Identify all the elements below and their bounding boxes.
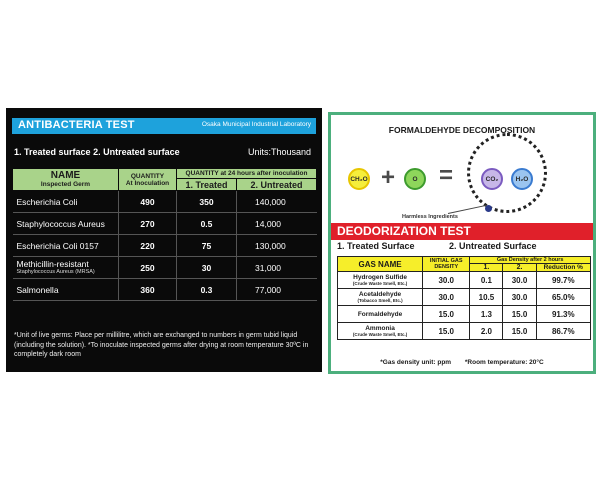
header-untreated: 2. Untreated — [237, 179, 317, 191]
plus-sign: + — [381, 164, 396, 191]
antibacteria-table — [12, 168, 317, 301]
untreated-value: 77,000 — [237, 279, 317, 301]
laboratory-name: Osaka Municipal Industrial Laboratory — [201, 121, 311, 128]
legend-treated: 1. Treated surface — [14, 147, 91, 157]
legend-untreated: 2. Untreated surface — [93, 147, 180, 157]
products-dotted-circle — [467, 133, 547, 213]
germ-name: Methicillin-resistant — [16, 259, 89, 269]
gas-name: Acetaldehyde — [358, 291, 402, 298]
treated-value: 75 — [177, 235, 237, 257]
table-row — [338, 289, 591, 306]
formaldehyde-title: FORMALDEHYDE DECOMPOSITION — [388, 125, 536, 135]
header-after-2-hours: Gas Density after 2 hours — [470, 257, 591, 264]
pointer-dot-icon — [485, 205, 492, 212]
table-row — [13, 279, 317, 301]
initial-value: 15.0 — [423, 323, 470, 340]
initial-value: 30.0 — [423, 289, 470, 306]
gas-name: Formaldehyde — [338, 306, 423, 323]
inoculation-value: 220 — [119, 235, 177, 257]
header-gas-name: GAS NAME — [338, 257, 423, 272]
header-quantity — [119, 169, 177, 191]
deodorization-title: DEODORIZATION TEST — [337, 224, 471, 238]
treated-value: 30 — [177, 257, 237, 279]
table-row — [338, 323, 591, 340]
treated-value: 0.3 — [177, 279, 237, 301]
water-molecule-icon: H₂O — [511, 168, 533, 190]
reduction-value: 91.3% — [536, 306, 590, 323]
antibacteria-title: ANTIBACTERIA TEST — [18, 119, 135, 131]
header-col-1: 1. — [470, 264, 503, 272]
untreated-value: 130,000 — [237, 235, 317, 257]
deodorization-legend — [337, 241, 593, 251]
treated-value: 10.5 — [470, 289, 503, 306]
initial-value: 30.0 — [423, 272, 470, 289]
deodorization-panel — [328, 112, 596, 374]
untreated-value: 15.0 — [503, 306, 536, 323]
deodorization-footnote — [331, 359, 593, 366]
germ-name: Escherichia Coli — [13, 191, 119, 213]
room-temperature-note: *Room temperature: 20°C — [464, 359, 544, 366]
inoculation-value: 490 — [119, 191, 177, 213]
gas-subname: (Crude Waste Smell, Etc.) — [352, 281, 408, 286]
treated-value: 0.1 — [470, 272, 503, 289]
gas-name-cell — [338, 289, 423, 306]
untreated-value: 30.0 — [503, 272, 536, 289]
untreated-value: 31,000 — [237, 257, 317, 279]
untreated-value: 140,000 — [237, 191, 317, 213]
harmless-ingredients-label: Harmless Ingredients — [402, 214, 458, 220]
antibacteria-footnote: *Unit of live germs: Place per millilitre, which are exchanged to numbers in germ tubid liquid (including the solution). *To inoculate inspected germs after drying at room temperature 30ºC in completely dark room — [14, 332, 309, 358]
inoculation-value: 360 — [119, 279, 177, 301]
header-after-inoculation: QUANTITY at 24 hours after inoculation — [177, 169, 317, 179]
table-row — [338, 306, 591, 323]
gas-unit-note: *Gas density unit: ppm — [380, 359, 452, 366]
gas-name: Ammonia — [365, 325, 395, 332]
reduction-value: 99.7% — [536, 272, 590, 289]
inoculation-value: 270 — [119, 213, 177, 235]
header-treated: 1. Treated — [177, 179, 237, 191]
antibacteria-legend — [14, 147, 314, 157]
equals-sign: = — [439, 162, 454, 189]
header-quantity-sub: At Inoculation — [125, 179, 170, 187]
table-row — [13, 257, 317, 279]
reduction-value: 86.7% — [536, 323, 590, 340]
co2-molecule-icon: CO₂ — [481, 168, 503, 190]
header-initial-density: INITIAL GAS DENSITY — [423, 257, 470, 272]
deodorization-header-bar — [331, 223, 593, 240]
treated-value: 0.5 — [177, 213, 237, 235]
header-reduction: Reduction % — [536, 264, 590, 272]
legend-untreated: 2. Untreated Surface — [449, 241, 537, 251]
gas-name-cell — [338, 272, 423, 289]
gas-subname: (Crude Waste Smell, Etc.) — [352, 332, 408, 337]
germ-name: Salmonella — [13, 279, 119, 301]
inoculation-value: 250 — [119, 257, 177, 279]
deodorization-table — [337, 256, 591, 340]
oxygen-molecule-icon: O — [404, 168, 426, 190]
germ-name-cell — [13, 257, 119, 279]
germ-name: Escherichia Coli 0157 — [13, 235, 119, 257]
table-row — [13, 191, 317, 213]
formaldehyde-molecule-icon: CH₂O — [348, 168, 370, 190]
reduction-value: 65.0% — [536, 289, 590, 306]
table-row — [338, 272, 591, 289]
harmless-pointer-line — [448, 205, 487, 214]
legend-units: Units:Thousand — [247, 147, 311, 157]
untreated-value: 14,000 — [237, 213, 317, 235]
initial-value: 15.0 — [423, 306, 470, 323]
treated-value: 2.0 — [470, 323, 503, 340]
header-name-label: NAME — [50, 170, 81, 181]
header-name — [13, 169, 119, 191]
table-row — [13, 235, 317, 257]
gas-subname: (Tobacco Smell, Etc.) — [357, 298, 403, 303]
legend-treated: 1. Treated Surface — [337, 241, 415, 251]
gas-name-cell — [338, 323, 423, 340]
untreated-value: 15.0 — [503, 323, 536, 340]
antibacteria-panel — [6, 108, 322, 372]
treated-value: 1.3 — [470, 306, 503, 323]
untreated-value: 30.0 — [503, 289, 536, 306]
gas-name: Hydrogen Sulfide — [353, 274, 407, 281]
germ-name: Staphylococcus Aureus — [13, 213, 119, 235]
header-col-2: 2. — [503, 264, 536, 272]
header-quantity-label: QUANTITY — [130, 172, 165, 180]
germ-subname: Staphylococcus Aureus (MRSA) — [16, 269, 95, 275]
header-name-sub: Inspected Germ — [40, 181, 91, 188]
table-row — [13, 213, 317, 235]
antibacteria-header-bar — [12, 118, 316, 134]
treated-value: 350 — [177, 191, 237, 213]
